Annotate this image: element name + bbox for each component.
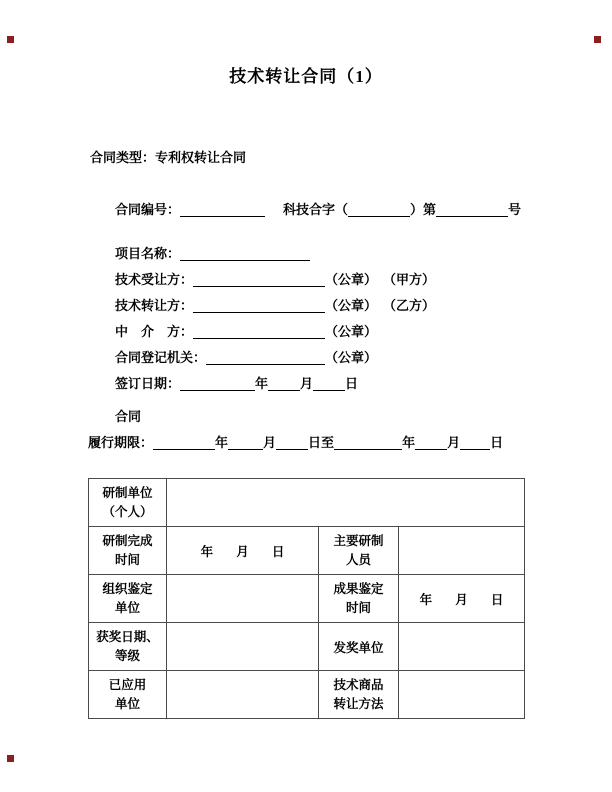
page-title: 技术转让合同（1） <box>229 67 383 86</box>
cell-award-org-label: 发奖单位 <box>319 623 399 671</box>
sign-date-year-blank <box>180 377 255 391</box>
cell-develop-unit-value <box>167 479 525 527</box>
cell-applied-unit-label: 已应用 单位 <box>89 671 167 719</box>
cell-transfer-method-label: 技术商品 转让方法 <box>319 671 399 719</box>
cell-appraisal-org-label: 组织鉴定 单位 <box>89 575 167 623</box>
duration-year1-blank <box>153 436 215 450</box>
intermediary-seal: （公章） <box>325 324 378 339</box>
duration-line <box>88 430 612 456</box>
duration-month2: 月 <box>447 435 461 450</box>
transferee-seal: （公章） <box>325 272 378 287</box>
field-project-name <box>115 241 612 267</box>
intermediary-blank <box>193 325 325 339</box>
field-registry <box>115 345 612 371</box>
transferee-party: （甲方） <box>383 272 436 287</box>
cell-award-date-value <box>167 623 319 671</box>
table-row <box>89 671 525 719</box>
sign-date-year: 年 <box>255 376 269 391</box>
project-name-blank <box>180 247 310 261</box>
cell-appraisal-time-value: 年 月 日 <box>399 575 525 623</box>
contract-no-blank <box>180 203 265 217</box>
duration-day1: 日至 <box>308 435 335 450</box>
transferor-blank <box>193 299 325 313</box>
transferee-blank <box>193 273 325 287</box>
sign-date-month: 月 <box>300 376 314 391</box>
field-block <box>115 241 612 397</box>
transferee-label: 技术受让方： <box>115 272 194 287</box>
cell-develop-unit-label: 研制单位 （个人） <box>89 479 167 527</box>
transferor-party: （乙方） <box>383 298 436 313</box>
contract-no-label: 合同编号： <box>115 202 181 217</box>
sign-date-day: 日 <box>345 376 359 391</box>
table-row <box>89 623 525 671</box>
keji-suffix: 号 <box>508 202 522 217</box>
sign-date-day-blank <box>313 377 345 391</box>
cell-award-org-value <box>399 623 525 671</box>
cell-appraisal-time-label: 成果鉴定 时间 <box>319 575 399 623</box>
keji-mid: ）第 <box>410 202 437 217</box>
intermediary-label: 中 介 方： <box>115 324 194 339</box>
field-intermediary <box>115 319 612 345</box>
duration-month1: 月 <box>263 435 277 450</box>
duration-year1: 年 <box>215 435 229 450</box>
keji-serial-blank <box>436 203 508 217</box>
registry-label: 合同登记机关： <box>115 350 207 365</box>
duration-month2-blank <box>415 436 447 450</box>
cell-appraisal-org-value <box>167 575 319 623</box>
duration-year2: 年 <box>402 435 416 450</box>
duration-year2-blank <box>334 436 402 450</box>
field-transferee <box>115 267 612 293</box>
table-row <box>89 527 525 575</box>
contract-no-line <box>115 199 612 218</box>
cell-applied-unit-value <box>167 671 319 719</box>
cell-complete-time-label: 研制完成 时间 <box>89 527 167 575</box>
cell-main-developers-label: 主要研制 人员 <box>319 527 399 575</box>
project-info-table <box>88 478 525 719</box>
duration-month1-blank <box>228 436 263 450</box>
transferor-label: 技术转让方： <box>115 298 194 313</box>
project-name-label: 项目名称： <box>115 246 181 261</box>
registry-blank <box>206 351 325 365</box>
contract-type-line <box>90 147 612 166</box>
corner-marker-top-left <box>7 36 14 43</box>
duration-day1-blank <box>276 436 308 450</box>
corner-marker-top-right <box>594 36 601 43</box>
duration-block <box>0 404 612 456</box>
contract-type-value: 专利权转让合同 <box>155 150 247 165</box>
cell-transfer-method-value <box>399 671 525 719</box>
registry-seal: （公章） <box>325 350 378 365</box>
table-row <box>89 479 525 527</box>
contract-type-label: 合同类型： <box>90 150 156 165</box>
duration-label: 履行期限： <box>88 435 154 450</box>
cell-main-developers-value <box>399 527 525 575</box>
field-sign-date <box>115 371 612 397</box>
corner-marker-bottom-left <box>7 755 14 762</box>
cell-complete-time-value: 年 月 日 <box>167 527 319 575</box>
cell-award-date-label: 获奖日期、 等级 <box>89 623 167 671</box>
duration-day2: 日 <box>490 435 504 450</box>
keji-prefix: 科技合字（ <box>283 202 349 217</box>
duration-prefix: 合同 <box>115 409 142 424</box>
table-row <box>89 575 525 623</box>
sign-date-label: 签订日期： <box>115 376 181 391</box>
sign-date-month-blank <box>268 377 300 391</box>
keji-number-blank <box>348 203 410 217</box>
duration-day2-blank <box>460 436 490 450</box>
transferor-seal: （公章） <box>325 298 378 313</box>
field-transferor <box>115 293 612 319</box>
